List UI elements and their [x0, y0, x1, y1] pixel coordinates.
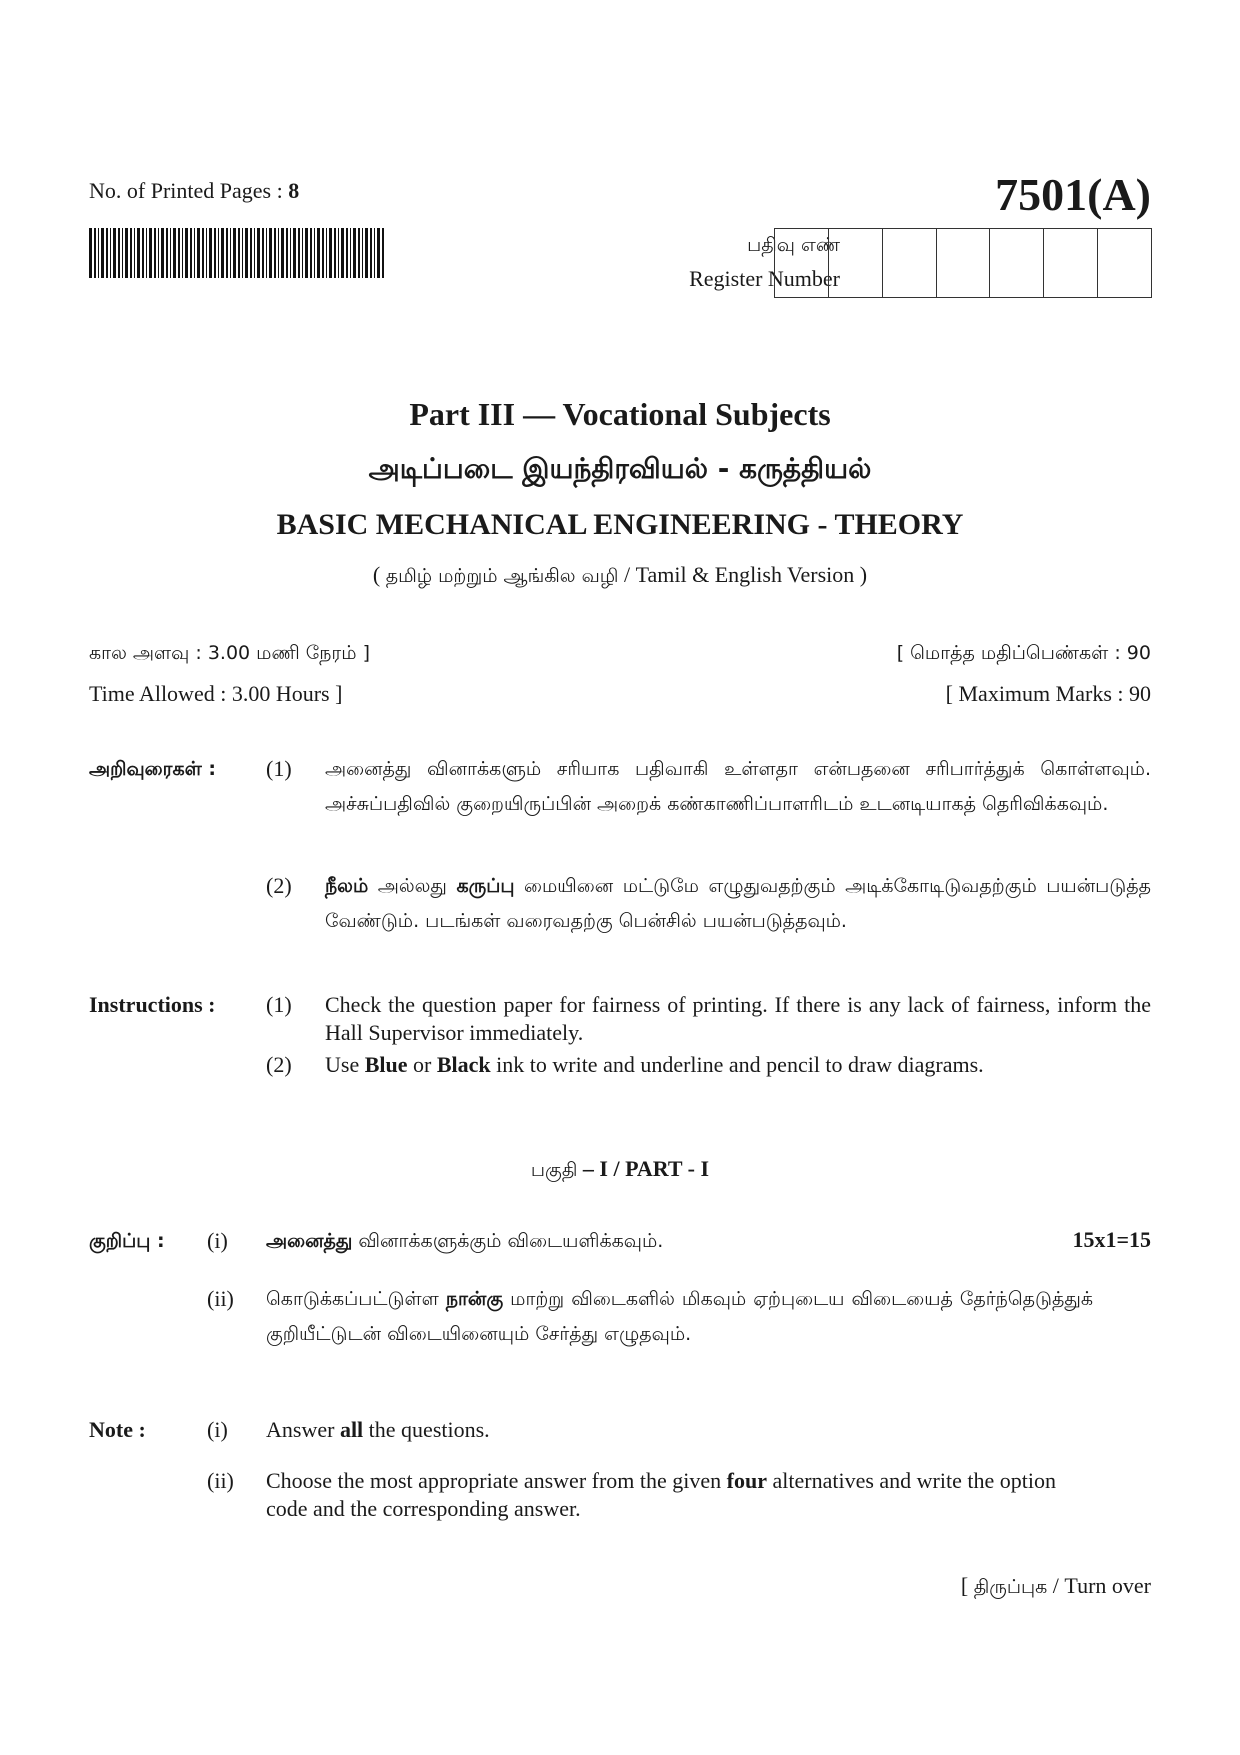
part-heading: [0, 1156, 1240, 1184]
note-number: (ii): [207, 1286, 234, 1311]
printed-pages-value: 8: [288, 178, 300, 203]
barcode-bar: [362, 228, 363, 278]
barcode-bar: [233, 228, 236, 278]
barcode-bar: [266, 228, 267, 278]
barcode-bar: [281, 228, 284, 278]
note-tamil-2: கொடுக்கப்பட்டுள்ள நான்கு மாற்று விடைகளில் மிகவும் ஏற்புடைய விடையைத் தேர்ந்தெடுத்துக் குறியீட்டுடன் விடையினையும் சேர்த்து எழுதவும்.: [266, 1288, 1093, 1345]
barcode-bar: [238, 228, 240, 278]
register-digit-box[interactable]: [829, 229, 883, 297]
barcode-bar: [250, 228, 252, 278]
barcode-bar: [334, 228, 336, 278]
register-number-boxes[interactable]: [774, 228, 1152, 298]
barcode-bar: [125, 228, 128, 278]
barcode-bar: [154, 228, 156, 278]
part-title: Part III — Vocational Subjects: [409, 396, 831, 432]
barcode-bar: [257, 228, 260, 278]
barcode-bar: [310, 228, 312, 278]
part-heading-english: – I / PART - I: [577, 1156, 710, 1181]
barcode-bar: [146, 228, 147, 278]
instruction-tamil-2: நீலம் அல்லது கருப்பு மையினை மட்டுமே எழுதுவதற்கும் அடிக்கோடிடுவதற்கும் பயன்படுத்த வேண்டும். படங்கள் வரைவதற்கு பென்சில் பயன்படுத்தவும்.: [325, 875, 1151, 932]
instruction-number: (2): [266, 1052, 292, 1077]
register-digit-box[interactable]: [1044, 229, 1098, 297]
note-english-label: Note :: [89, 1417, 146, 1442]
barcode-bar: [101, 228, 104, 278]
note-number: (i): [207, 1417, 228, 1442]
note-english-1: Answer all the questions.: [266, 1417, 490, 1442]
barcode-bar: [190, 228, 192, 278]
subject-title-tamil: அடிப்படை இயந்திரவியல் - கருத்தியல்: [368, 452, 872, 485]
note-tamil: [89, 1224, 1151, 1384]
barcode-bar: [98, 228, 99, 278]
instructions-english: [89, 991, 1151, 1091]
register-digit-box[interactable]: [1098, 229, 1151, 297]
barcode-bar: [298, 228, 300, 278]
register-label-english: Register Number: [689, 266, 840, 291]
max-marks-english: [ Maximum Marks : 90: [945, 681, 1151, 706]
black-word: கருப்பு: [456, 875, 515, 897]
barcode-bar: [322, 228, 324, 278]
barcode-bar: [134, 228, 135, 278]
time-marks-english-row: [89, 681, 1151, 707]
instruction-tamil-1: அனைத்து வினாக்களும் சரியாக பதிவாகி உள்ளதா என்பதனை சரிபார்த்துக் கொள்ளவும். அச்சுப்பதிவில் குறையிருப்பின் அறைக் கண்காணிப்பாளரிடம் உடனடியாகத் தெரிவிக்கவும்.: [325, 758, 1151, 815]
instructions-tamil: [89, 752, 1151, 952]
version-tamil: தமிழ் மற்றும் ஆங்கில வழி: [385, 565, 619, 587]
subject-title-english: BASIC MECHANICAL ENGINEERING - THEORY: [276, 508, 964, 541]
barcode-bar: [94, 228, 96, 278]
barcode-bar: [314, 228, 315, 278]
paper-code: 7501(A): [995, 169, 1151, 220]
barcode-bar: [245, 228, 248, 278]
turn-over-tamil: திருப்புக: [973, 1576, 1048, 1598]
register-digit-box[interactable]: [937, 229, 991, 297]
barcode-bar: [374, 228, 375, 278]
barcode-bar: [130, 228, 132, 278]
barcode-bar: [170, 228, 171, 278]
marks-allocation: 15x1=15: [1072, 1227, 1151, 1252]
barcode-bar: [242, 228, 243, 278]
barcode-bar: [166, 228, 168, 278]
instructions-english-label: Instructions :: [89, 992, 216, 1017]
barcode-bar: [178, 228, 180, 278]
barcode-bar: [365, 228, 368, 278]
barcode-bar: [110, 228, 111, 278]
note-tamil-1: அனைத்து வினாக்களுக்கும் விடையளிக்கவும்.: [266, 1230, 664, 1252]
barcode-bar: [358, 228, 360, 278]
barcode-bar: [254, 228, 255, 278]
instruction-number: (1): [266, 756, 292, 781]
barcode-bar: [218, 228, 219, 278]
time-marks-tamil-row: [89, 642, 1151, 667]
turn-over: [ திருப்புக / Turn over: [960, 1573, 1151, 1598]
note-tamil-label: குறிப்பு :: [89, 1230, 165, 1252]
barcode-bar: [149, 228, 152, 278]
barcode-bar: [329, 228, 332, 278]
barcode-bar: [338, 228, 339, 278]
register-digit-box[interactable]: [990, 229, 1044, 297]
register-digit-box[interactable]: [883, 229, 937, 297]
barcode-bar: [137, 228, 140, 278]
barcode-bar: [370, 228, 372, 278]
note-english: [89, 1416, 1151, 1536]
barcode-bar: [274, 228, 276, 278]
barcode-bar: [202, 228, 204, 278]
barcode-bar: [122, 228, 123, 278]
note-number: (ii): [207, 1468, 234, 1493]
barcode-bar: [161, 228, 164, 278]
barcode-bar: [317, 228, 320, 278]
instruction-english-2: Use Blue or Black ink to write and underline and pencil to draw diagrams.: [325, 1052, 984, 1077]
barcode-bar: [382, 228, 384, 278]
instruction-number: (1): [266, 992, 292, 1017]
barcode-bar: [305, 228, 308, 278]
register-digit-box[interactable]: [775, 229, 829, 297]
barcode-bar: [302, 228, 303, 278]
barcode-bar: [221, 228, 224, 278]
barcode-bar: [142, 228, 144, 278]
instruction-number: (2): [266, 873, 292, 898]
barcode-bar: [377, 228, 380, 278]
printed-pages-info: [89, 178, 299, 204]
barcode-bar: [182, 228, 183, 278]
barcode-bar: [346, 228, 348, 278]
barcode-bar: [209, 228, 212, 278]
barcode-bar: [89, 228, 92, 278]
barcode-bar: [350, 228, 351, 278]
register-label-tamil: பதிவு எண்: [747, 234, 840, 256]
max-marks-tamil: [ மொத்த மதிப்பெண்கள் : 90: [896, 642, 1151, 664]
barcode-bar: [118, 228, 120, 278]
barcode-bar: [106, 228, 108, 278]
blue-word: நீலம்: [325, 875, 369, 897]
barcode-bar: [226, 228, 228, 278]
time-allowed-tamil: கால அளவு : 3.00 மணி நேரம் ]: [89, 642, 370, 664]
barcode-bar: [206, 228, 207, 278]
version-line: [0, 562, 1240, 590]
barcode-bar: [173, 228, 176, 278]
barcode-bar: [293, 228, 296, 278]
barcode-bar: [214, 228, 216, 278]
barcode-bar: [194, 228, 195, 278]
barcode-bar: [113, 228, 116, 278]
note-number: (i): [207, 1228, 228, 1253]
barcode-bar: [353, 228, 356, 278]
instruction-english-1: Check the question paper for fairness of printing. If there is any lack of fairness, inform the Hall Supervisor immediately.: [325, 992, 1151, 1045]
barcode-bar: [341, 228, 344, 278]
version-open: (: [372, 562, 386, 587]
note-english-2: Choose the most appropriate answer from the given four alternatives and write the option code and the corresponding answer.: [266, 1468, 1056, 1521]
barcode-bar: [197, 228, 200, 278]
barcode-bar: [269, 228, 272, 278]
barcode-bar: [286, 228, 288, 278]
time-allowed-english: Time Allowed : 3.00 Hours ]: [89, 681, 343, 706]
part-heading-tamil: பகுதி: [530, 1159, 578, 1181]
printed-pages-label: No. of Printed Pages :: [89, 178, 283, 203]
turn-over-english: / Turn over: [1047, 1573, 1151, 1598]
barcode-bar: [262, 228, 264, 278]
barcode-bar: [158, 228, 159, 278]
barcode-bar: [230, 228, 231, 278]
barcode-bar: [326, 228, 327, 278]
instructions-tamil-label: அறிவுரைகள் :: [89, 758, 216, 780]
barcode-bar: [290, 228, 291, 278]
version-english: / Tamil & English Version ): [618, 562, 868, 587]
barcode: [89, 228, 389, 278]
barcode-bar: [185, 228, 188, 278]
barcode-bar: [278, 228, 279, 278]
